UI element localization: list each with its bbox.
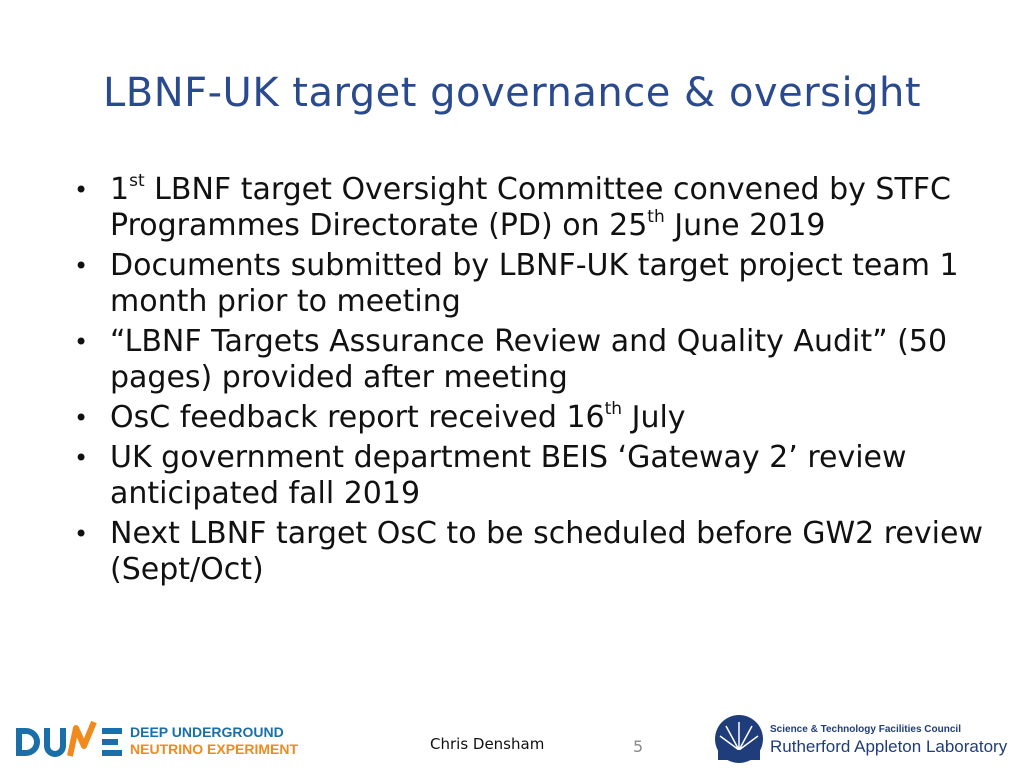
bullet-dot: •	[74, 404, 89, 432]
slide-title: LBNF-UK target governance & oversight	[102, 70, 922, 116]
bullet-dot: •	[74, 520, 89, 548]
bullet-dot: •	[74, 328, 89, 356]
footer-author: Chris Densham	[430, 735, 545, 753]
bullet-dot: •	[74, 444, 89, 472]
bullet-dot: •	[74, 176, 89, 204]
ral-logo-text: Science & Technology Facilities Council Rutherford Appleton Laboratory	[770, 724, 1008, 756]
page-number: 5	[633, 737, 644, 756]
bullet-item: • UK government department BEIS ‘Gateway 2’ review anticipated fall 2019	[74, 440, 907, 511]
bullet-item: • OsC feedback report received 16th July	[74, 399, 686, 435]
bullet-item: • 1st LBNF target Oversight Committee convened by STFC Programmes Directorate (PD) on 25th June 2019	[74, 171, 952, 243]
bullet-list	[72, 172, 992, 592]
bullet-item: • Next LBNF target OsC to be scheduled before GW2 review (Sept/Oct)	[74, 516, 983, 587]
dune-logo-text: DEEP UNDERGROUND NEUTRINO EXPERIMENT	[130, 724, 299, 757]
bullet-item: • “LBNF Targets Assurance Review and Quality Audit” (50 pages) provided after meeting	[74, 324, 948, 395]
bullet-item: • Documents submitted by LBNF-UK target project team 1 month prior to meeting	[74, 248, 959, 319]
bullet-dot: •	[74, 252, 89, 280]
